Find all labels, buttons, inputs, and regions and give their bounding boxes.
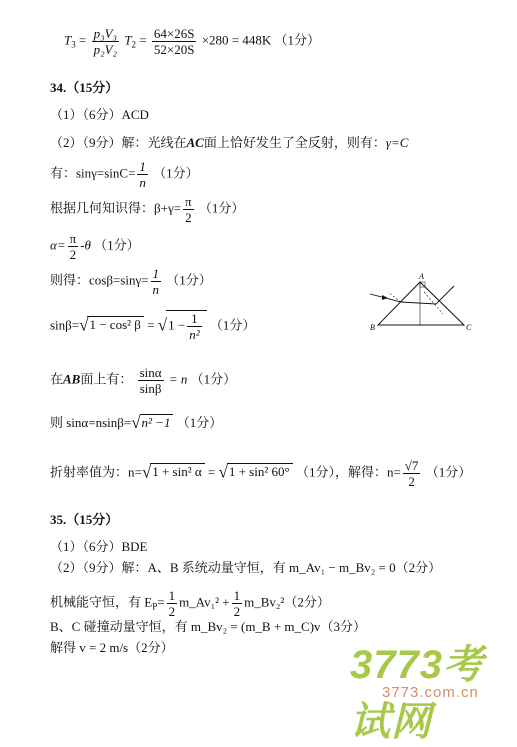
sqrt-lead: 1 − — [168, 317, 186, 333]
light-ray — [370, 286, 454, 304]
energy-subscript: P — [152, 601, 158, 612]
then-prefix: 则得：cosβ=sinγ= — [50, 272, 149, 288]
q35-energy-line — [50, 588, 330, 619]
one-over-n — [151, 266, 162, 297]
sqrt-icon: √ — [218, 462, 228, 482]
frac-den: 2 — [185, 210, 192, 225]
q34-part2 — [50, 135, 408, 151]
label-a: A — [419, 272, 424, 281]
t2-symbol: T — [124, 32, 132, 48]
ab-tail: = n — [168, 371, 188, 387]
half-1 — [167, 588, 178, 619]
q34-geometry-line — [50, 194, 244, 225]
q34-heading: 34.（15分） — [50, 80, 119, 95]
equals: = — [157, 594, 165, 610]
ab-mid: 面上有： — [80, 371, 133, 387]
frac-den: sinβ — [139, 381, 162, 396]
frac-num: π — [185, 194, 192, 209]
q34-ab-line — [50, 365, 236, 396]
score: （1分） — [190, 371, 237, 387]
frac-den: 2 — [69, 247, 77, 262]
sqrt-icon: √ — [157, 315, 168, 335]
frac-num: p₃V₃ — [93, 26, 118, 41]
part2-mid: 面上恰好发生了全反射，则有： — [203, 135, 386, 150]
fraction-values — [152, 26, 197, 57]
frac-den: p₂V₂ — [93, 42, 118, 57]
frac-den: n — [152, 282, 160, 297]
equals: = — [207, 464, 216, 480]
have-prefix: 有：sinγ=sinC= — [50, 165, 136, 181]
half-2 — [232, 588, 243, 619]
q34-refraction-line — [50, 458, 471, 489]
score: （1分） — [153, 165, 199, 181]
sin-ratio — [138, 365, 164, 396]
ab-prefix: 在 — [50, 371, 64, 387]
frac-num: π — [69, 231, 77, 246]
one-over-n — [137, 159, 148, 190]
score: （1分） — [166, 272, 212, 288]
frac-den: 52×20S — [153, 42, 195, 57]
one-over-n-squared — [187, 311, 201, 342]
q34-sinb-line — [50, 310, 255, 342]
t3-subscript: 3 — [71, 39, 76, 50]
pi-over-2 — [68, 231, 79, 262]
frac-num: sinα — [139, 365, 162, 380]
face-ac: AC — [186, 135, 204, 150]
fraction-p3v3-p2v2 — [92, 26, 119, 57]
score: （1分） — [176, 415, 223, 430]
frac-den: n² — [189, 327, 200, 342]
score: （1分），解得：n= — [295, 464, 401, 480]
then2-prefix: 则 sinα=nsinβ= — [50, 415, 132, 430]
face-ab: AB — [63, 371, 81, 387]
pi-over-2 — [183, 194, 194, 225]
frac-den: n — [139, 175, 146, 190]
sinb-prefix: sinβ= — [50, 317, 80, 333]
q35-collision: B、C 碰撞动量守恒，有 m_Bv₂ = (m_B + m_C)v（3分） — [50, 619, 367, 634]
q34-alpha-line — [50, 231, 140, 262]
alpha-prefix: α= — [50, 237, 66, 253]
q34-then2-line — [50, 414, 222, 431]
q35-heading: 35.（15分） — [50, 512, 119, 527]
watermark-url: 3773.com.cn — [382, 684, 479, 701]
sqrt-icon: √ — [141, 462, 152, 482]
t3-symbol: T — [64, 32, 72, 48]
sqrt-content: 1 − cos² β — [87, 316, 143, 333]
equals: = — [139, 32, 147, 48]
frac-den: 2 — [233, 604, 241, 619]
frac-den: 2 — [168, 604, 176, 619]
q35-solve: 解得 v = 2 m/s（2分） — [50, 640, 174, 655]
equals: = — [147, 317, 155, 333]
energy-prefix: 机械能守恒，有 E — [50, 594, 153, 610]
frac-num: 1 — [168, 588, 176, 603]
arrow-icon — [382, 295, 388, 300]
sqrt-content: n² −1 — [140, 414, 174, 431]
frac-num: 1 — [139, 159, 146, 174]
energy-tail: m_Bv₂²（2分） — [244, 594, 330, 610]
label-c: C — [466, 323, 472, 332]
frac-den: 2 — [408, 474, 415, 489]
frac-num: 1 — [187, 311, 201, 327]
q35-part2: （2）（9分）解：A、B 系统动量守恒，有 m_Av₁ − m_Bv₂ = 0（2分） — [50, 560, 442, 575]
label-b: B — [370, 323, 375, 332]
frac-num: √7 — [404, 458, 419, 473]
score: （1分） — [425, 464, 472, 480]
score: （1分） — [209, 317, 256, 333]
score: （1分） — [274, 32, 321, 48]
refr-prefix: 折射率值为：n= — [50, 464, 142, 480]
q33-result-line — [64, 26, 320, 57]
result-tail: ×280 = 448K — [201, 32, 272, 48]
alpha-tail: -θ — [80, 237, 91, 253]
geom-prefix: 根据几何知识得：β+γ= — [50, 200, 182, 216]
sqrt7-over-2 — [403, 458, 421, 489]
q35-part1: （1）（6分）BDE — [50, 539, 148, 554]
prism-diagram — [368, 270, 478, 338]
energy-mid: m_Av₁² + — [179, 594, 230, 610]
q34-then-line — [50, 266, 212, 297]
condition: γ=C — [385, 135, 409, 150]
score: （1分） — [94, 237, 140, 253]
sqrt-content: 1 + sin² α — [150, 463, 204, 480]
sqrt-icon: √ — [131, 413, 141, 432]
score: （1分） — [198, 200, 245, 216]
equals: = — [78, 32, 87, 48]
sqrt-content — [166, 310, 207, 342]
sqrt-icon: √ — [79, 315, 89, 335]
watermark-logo: 3773考试网 — [350, 643, 484, 744]
t2-subscript: 2 — [131, 39, 137, 50]
frac-num: 64×26S — [153, 26, 195, 41]
part2-prefix: （2）（9分）解：光线在 — [50, 135, 187, 150]
frac-num: 1 — [152, 266, 160, 281]
q34-have-line — [50, 159, 199, 190]
sqrt-content: 1 + sin² 60° — [227, 463, 293, 480]
q34-part1: （1）（6分）ACD — [50, 107, 149, 122]
frac-num: 1 — [233, 588, 241, 603]
